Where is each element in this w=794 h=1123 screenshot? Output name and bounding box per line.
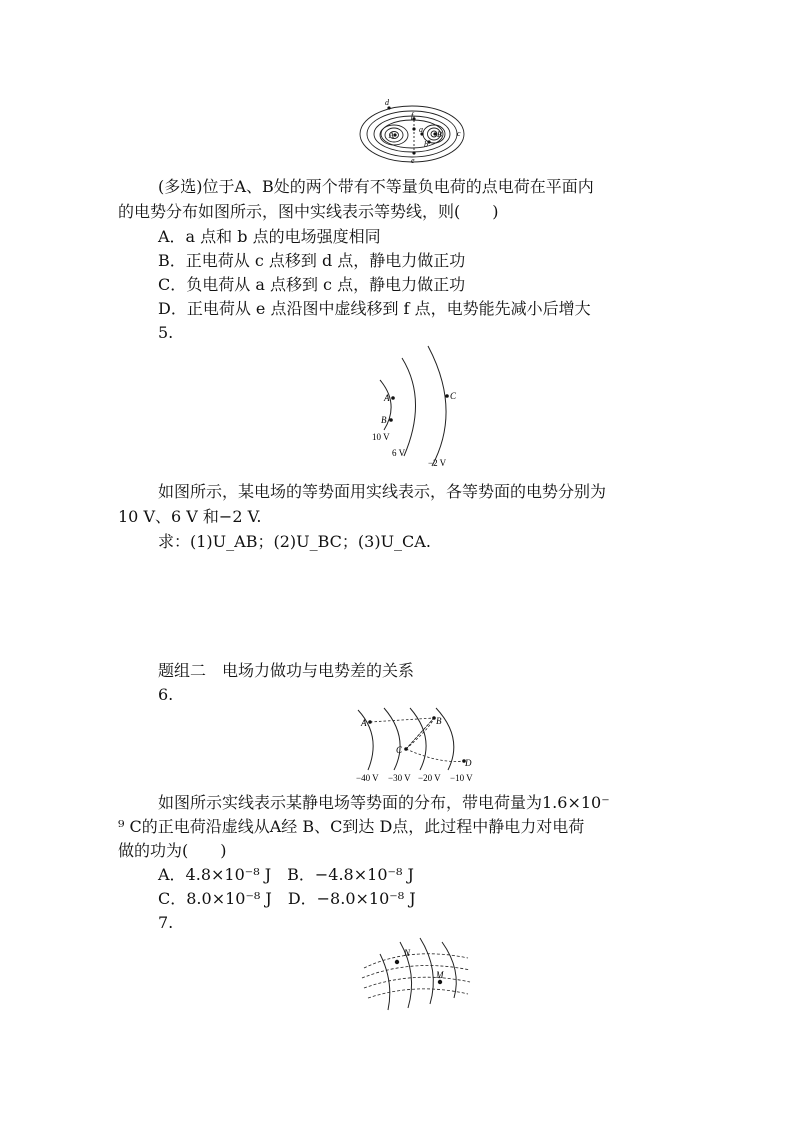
q4-option-d: D．正电荷从 e 点沿图中虚线移到 f 点，电势能先减小后增大 [158, 299, 591, 318]
q4-label-b: b [424, 140, 428, 149]
q4-label-d: d [385, 98, 389, 107]
q6-label-A: A [361, 718, 367, 728]
q7-label-N: N [404, 948, 411, 958]
q7-field-figure [360, 934, 472, 1012]
q6-label-B: B [436, 716, 442, 726]
q5-label-6v: 6 V [392, 448, 406, 458]
q5-number: 5. [158, 323, 174, 342]
q5-label-A: A [384, 393, 390, 403]
q4-equipotential-figure [358, 96, 470, 166]
q5-ask: 求：(1)U_AB；(2)U_BC；(3)U_CA. [158, 532, 431, 551]
q4-label-a: a [419, 125, 423, 134]
q4-point-e [412, 151, 415, 154]
q6-point-C [404, 747, 408, 751]
q7-number: 7. [158, 913, 174, 932]
q4-point-c [412, 127, 415, 130]
q4-label-c: c [457, 129, 461, 138]
q6-options-line1: A．4.8×10⁻⁸ J B．−4.8×10⁻⁸ J [158, 865, 414, 884]
q5-point-C [445, 394, 449, 398]
q6-label-m20v: −20 V [418, 773, 441, 783]
q4-stem-line2: 的电势分布如图所示，图中实线表示等势线，则( ) [118, 202, 499, 221]
q6-label-m30v: −30 V [388, 773, 411, 783]
q7-label-M: M [436, 970, 444, 980]
q6-number: 6. [158, 685, 174, 704]
q5-equipotential-figure [366, 344, 466, 474]
q4-option-c: C．负电荷从 a 点移到 c 点，静电力做正功 [158, 275, 466, 294]
q4-label-f: f [411, 111, 414, 120]
q5-label-m2v: −2 V [428, 458, 447, 468]
q7-point-N [395, 960, 399, 964]
q4-label-e: e [411, 156, 415, 165]
q5-point-A [391, 396, 395, 400]
q4-label-B: B [437, 130, 442, 139]
q6-label-C: C [396, 745, 403, 755]
q5-stem-line2: 10 V、6 V 和−2 V. [118, 507, 262, 526]
q6-label-m10v: −10 V [450, 773, 473, 783]
q6-label-D: D [465, 758, 472, 768]
q6-stem-line2: ⁹ C的正电荷沿虚线从A经 B、C到达 D点，此过程中静电力对电荷 [118, 817, 585, 836]
q5-label-B: B [381, 415, 387, 425]
q5-stem-line1: 如图所示，某电场的等势面用实线表示，各等势面的电势分别为 [158, 482, 607, 501]
q6-options-line2: C．8.0×10⁻⁸ J D．−8.0×10⁻⁸ J [158, 889, 416, 908]
q4-option-a: A．a 点和 b 点的电场强度相同 [158, 227, 381, 246]
q5-label-C: C [450, 391, 457, 401]
q6-stem-line1: 如图所示实线表示某静电场等势面的分布，带电荷量为1.6×10⁻ [158, 793, 610, 812]
q6-stem-line3: 做的功为( ) [118, 841, 227, 860]
q7-point-M [438, 980, 442, 984]
q4-stem-line1: (多选)位于A、B处的两个带有不等量负电荷的点电荷在平面内 [158, 177, 594, 196]
q4-label-A: A [389, 131, 394, 140]
q6-label-m40v: −40 V [356, 773, 379, 783]
q4-option-b: B．正电荷从 c 点移到 d 点，静电力做正功 [158, 251, 466, 270]
q5-point-B [389, 418, 393, 422]
q5-label-10v: 10 V [372, 432, 390, 442]
q6-equipotential-figure [354, 706, 484, 786]
group2-heading: 题组二 电场力做功与电势差的关系 [158, 661, 415, 680]
q6-point-A [368, 720, 372, 724]
